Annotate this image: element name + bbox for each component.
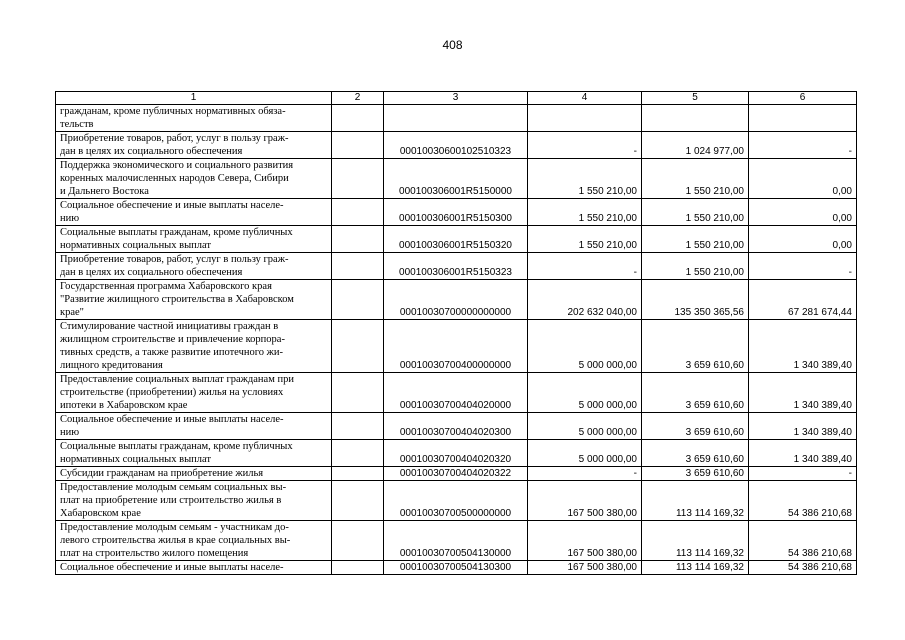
row-value-col6: 1 340 389,40 (749, 373, 857, 413)
column-header: 5 (642, 92, 749, 105)
row-name-cell: гражданам, кроме публичных нормативных обяза- тельств (56, 105, 332, 132)
row-code-cell: 00010030700404020300 (384, 413, 528, 440)
row-value-col6: 1 340 389,40 (749, 440, 857, 467)
row-value-col5: 113 114 169,32 (642, 521, 749, 561)
table-row (56, 199, 857, 226)
row-value-col4: 1 550 210,00 (528, 199, 642, 226)
row-name-cell: Предоставление социальных выплат гражданам при строительстве (приобретении) жилья на условиях ипотеки в Хабаровском крае (56, 373, 332, 413)
table-row (56, 521, 857, 561)
row-col2-cell (332, 413, 384, 440)
row-code-cell: 00010030700404020322 (384, 467, 528, 481)
row-name-cell: Социальное обеспечение и иные выплаты населе- нию (56, 199, 332, 226)
row-value-col5: 1 550 210,00 (642, 159, 749, 199)
column-header: 1 (56, 92, 332, 105)
row-value-col6: 0,00 (749, 199, 857, 226)
row-name-cell: Государственная программа Хабаровского края "Развитие жилищного строительства в Хабаровском крае" (56, 280, 332, 320)
column-header: 3 (384, 92, 528, 105)
row-col2-cell (332, 132, 384, 159)
row-value-col6: 0,00 (749, 226, 857, 253)
row-value-col6: 54 386 210,68 (749, 561, 857, 575)
row-name-cell: Поддержка экономического и социального развития коренных малочисленных народов Севера, Сибири и Дальнего Востока (56, 159, 332, 199)
row-name-cell: Стимулирование частной инициативы граждан в жилищном строительстве и привлечение корпора- тивных средств, а также развитие ипотечного жи- лищного кредитования (56, 320, 332, 373)
table-row (56, 413, 857, 440)
page-number: 408 (442, 38, 463, 52)
row-value-col4: 167 500 380,00 (528, 521, 642, 561)
column-header: 2 (332, 92, 384, 105)
row-code-cell: 00010030700404020320 (384, 440, 528, 467)
row-col2-cell (332, 320, 384, 373)
row-value-col5 (642, 105, 749, 132)
row-value-col4: 202 632 040,00 (528, 280, 642, 320)
table-row (56, 159, 857, 199)
row-col2-cell (332, 521, 384, 561)
row-col2-cell (332, 226, 384, 253)
row-value-col6 (749, 105, 857, 132)
row-col2-cell (332, 253, 384, 280)
column-header: 4 (528, 92, 642, 105)
row-name-cell: Субсидии гражданам на приобретение жилья (56, 467, 332, 481)
row-col2-cell (332, 280, 384, 320)
table-row (56, 467, 857, 481)
row-col2-cell (332, 561, 384, 575)
row-col2-cell (332, 481, 384, 521)
row-value-col5: 3 659 610,60 (642, 373, 749, 413)
row-value-col4: 167 500 380,00 (528, 561, 642, 575)
row-value-col5: 1 550 210,00 (642, 199, 749, 226)
row-value-col6: 54 386 210,68 (749, 521, 857, 561)
row-value-col4: 1 550 210,00 (528, 226, 642, 253)
row-value-col6: 54 386 210,68 (749, 481, 857, 521)
table-row (56, 132, 857, 159)
row-value-col6: 0,00 (749, 159, 857, 199)
row-value-col5: 113 114 169,32 (642, 561, 749, 575)
row-code-cell: 00010030700504130300 (384, 561, 528, 575)
row-name-cell: Социальные выплаты гражданам, кроме публичных нормативных социальных выплат (56, 440, 332, 467)
row-code-cell: 00010030600102510323 (384, 132, 528, 159)
table-row (56, 373, 857, 413)
budget-table (55, 91, 857, 575)
row-value-col6: 67 281 674,44 (749, 280, 857, 320)
table-row (56, 105, 857, 132)
row-col2-cell (332, 159, 384, 199)
row-value-col4: 1 550 210,00 (528, 159, 642, 199)
row-code-cell: 000100306001R5150323 (384, 253, 528, 280)
table-row (56, 253, 857, 280)
row-value-col5: 3 659 610,60 (642, 467, 749, 481)
row-name-cell: Социальные выплаты гражданам, кроме публичных нормативных социальных выплат (56, 226, 332, 253)
row-code-cell: 00010030700000000000 (384, 280, 528, 320)
row-code-cell: 00010030700500000000 (384, 481, 528, 521)
row-value-col5: 135 350 365,56 (642, 280, 749, 320)
table-row (56, 481, 857, 521)
row-value-col5: 113 114 169,32 (642, 481, 749, 521)
row-value-col4 (528, 105, 642, 132)
row-value-col4: 5 000 000,00 (528, 320, 642, 373)
row-value-col5: 3 659 610,60 (642, 413, 749, 440)
row-code-cell: 000100306001R5150300 (384, 199, 528, 226)
row-name-cell: Социальное обеспечение и иные выплаты населе- (56, 561, 332, 575)
row-value-col5: 3 659 610,60 (642, 440, 749, 467)
row-name-cell: Приобретение товаров, работ, услуг в пользу граж- дан в целях их социального обеспечения (56, 132, 332, 159)
row-col2-cell (332, 373, 384, 413)
row-code-cell: 00010030700504130000 (384, 521, 528, 561)
row-code-cell: 00010030700404020000 (384, 373, 528, 413)
row-code-cell (384, 105, 528, 132)
row-col2-cell (332, 105, 384, 132)
row-value-col5: 1 550 210,00 (642, 253, 749, 280)
row-value-col4: - (528, 253, 642, 280)
table-row (56, 280, 857, 320)
row-code-cell: 00010030700400000000 (384, 320, 528, 373)
table-header-row (56, 92, 857, 105)
row-value-col4: 5 000 000,00 (528, 373, 642, 413)
row-value-col5: 1 550 210,00 (642, 226, 749, 253)
row-value-col6: 1 340 389,40 (749, 320, 857, 373)
row-value-col4: 167 500 380,00 (528, 481, 642, 521)
row-col2-cell (332, 467, 384, 481)
row-value-col6: - (749, 253, 857, 280)
row-name-cell: Предоставление молодым семьям социальных вы- плат на приобретение или строительство жилья в Хабаровском крае (56, 481, 332, 521)
row-value-col6: 1 340 389,40 (749, 413, 857, 440)
row-col2-cell (332, 199, 384, 226)
table-row (56, 320, 857, 373)
row-name-cell: Приобретение товаров, работ, услуг в пользу граж- дан в целях их социального обеспечения (56, 253, 332, 280)
row-value-col4: - (528, 132, 642, 159)
row-value-col5: 1 024 977,00 (642, 132, 749, 159)
row-value-col4: - (528, 467, 642, 481)
table-row (56, 440, 857, 467)
row-name-cell: Социальное обеспечение и иные выплаты населе- нию (56, 413, 332, 440)
row-value-col4: 5 000 000,00 (528, 413, 642, 440)
row-name-cell: Предоставление молодым семьям - участникам до- левого строительства жилья в крае социальных вы- плат на строительство жилого помещения (56, 521, 332, 561)
row-value-col4: 5 000 000,00 (528, 440, 642, 467)
row-value-col5: 3 659 610,60 (642, 320, 749, 373)
row-value-col6: - (749, 467, 857, 481)
row-code-cell: 000100306001R5150320 (384, 226, 528, 253)
column-header: 6 (749, 92, 857, 105)
table-row (56, 226, 857, 253)
row-code-cell: 000100306001R5150000 (384, 159, 528, 199)
row-value-col6: - (749, 132, 857, 159)
table-row (56, 561, 857, 575)
row-col2-cell (332, 440, 384, 467)
